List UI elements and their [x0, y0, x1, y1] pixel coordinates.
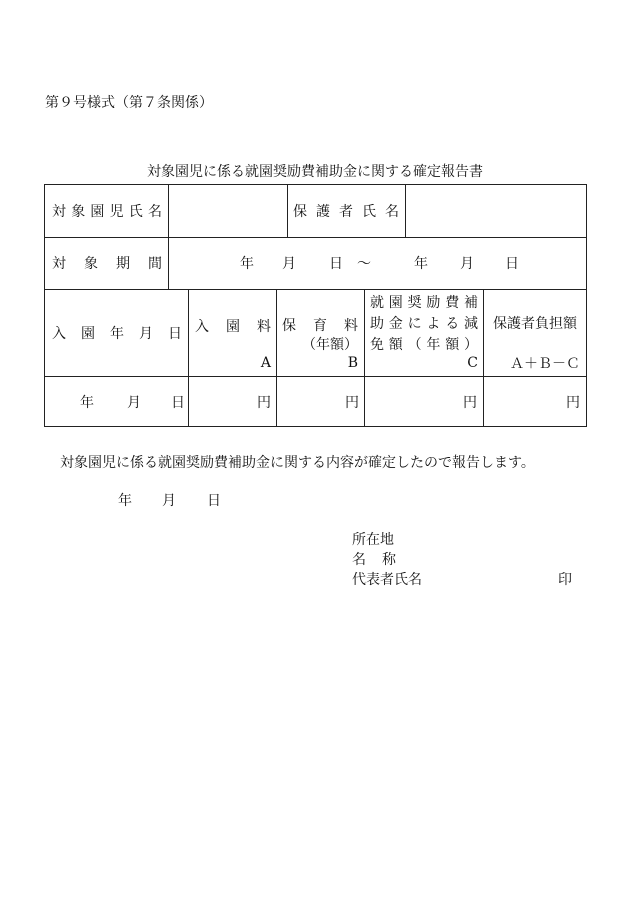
entry-date-field[interactable]: 年 月 日 [80, 394, 185, 411]
admission-fee-field[interactable]: 円 [257, 394, 271, 411]
column-divider [287, 184, 288, 237]
subsidy-label-line-2: 助 金 に よ る 減 [370, 316, 478, 332]
subsidy-field[interactable]: 円 [463, 394, 477, 411]
childcare-fee-note: （年額） [302, 337, 358, 353]
representative-label: 代表者氏名 [352, 572, 422, 588]
seal-mark: 印 [558, 572, 572, 588]
confirmation-statement: 対象園児に係る就園奨励費補助金に関する内容が確定したので報告します。 [60, 455, 535, 471]
document-title: 対象園児に係る就園奨励費補助金に関する確定報告書 [147, 164, 483, 180]
address-label: 所在地 [352, 532, 394, 548]
report-table [44, 184, 587, 427]
guardian-name-field[interactable] [406, 185, 585, 236]
report-date-month: 月 [162, 493, 176, 509]
subsidy-label-line-1: 就 園 奨 励 費 補 [370, 295, 478, 311]
childcare-fee-label: 保 育 料 [282, 318, 358, 334]
guardian-burden-label: 保護者負担額 [493, 316, 577, 332]
childcare-fee-field[interactable]: 円 [345, 394, 359, 411]
childcare-fee-code: B [347, 355, 358, 371]
table-border-right [586, 184, 587, 427]
form-number: 第９号様式（第７条関係） [45, 95, 213, 111]
report-date-day: 日 [207, 493, 221, 509]
report-date-year: 年 [118, 493, 132, 509]
admission-fee-code: A [260, 355, 271, 371]
guardian-burden-formula: Ａ＋Ｂ－Ｃ [510, 356, 580, 372]
guardian-burden-field[interactable]: 円 [566, 394, 580, 411]
subsidy-code: C [467, 355, 478, 371]
child-name-field[interactable] [169, 185, 286, 236]
child-name-label: 対 象 園 児 氏 名 [52, 203, 162, 220]
guardian-name-label: 保 護 者 氏 名 [293, 203, 399, 220]
subsidy-label-line-3: 免 額 （ 年 額 ） [370, 337, 478, 353]
entry-date-label: 入 園 年 月 日 [52, 325, 182, 342]
admission-fee-label: 入 園 料 [195, 319, 271, 335]
period-label: 対 象 期 間 [52, 256, 162, 272]
name-label: 名 称 [352, 552, 396, 568]
table-border-bottom [44, 426, 587, 427]
period-value-field[interactable]: 年 月 日 ～ 年 月 日 [240, 256, 519, 272]
